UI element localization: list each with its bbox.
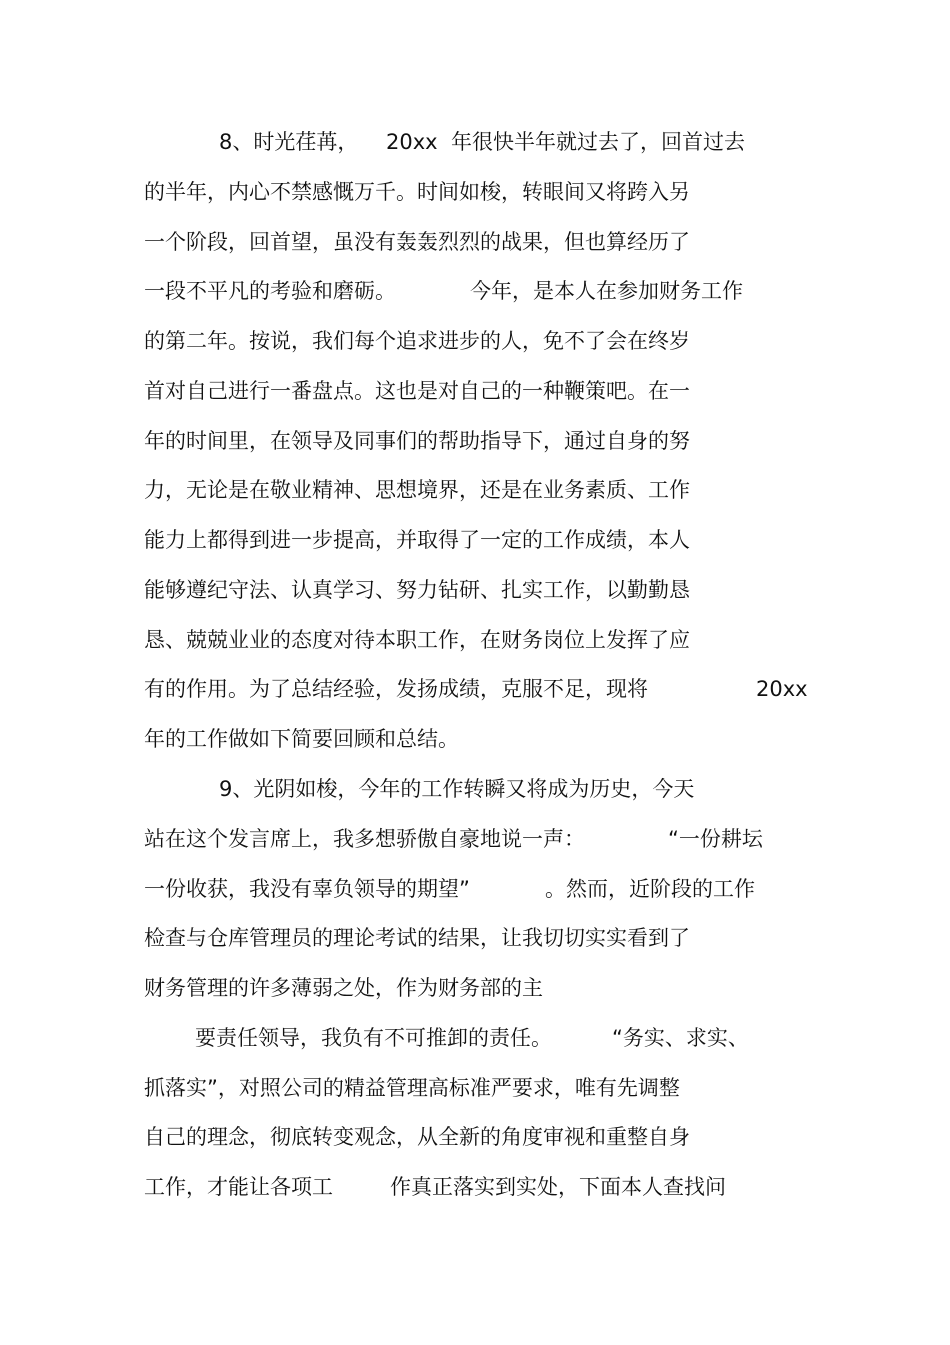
paragraph-8-line-6 — [0, 376, 690, 406]
paragraph-9-line-9-seg-2: 作真正落实到实处，下面本人查找问 — [390, 1175, 726, 1199]
paragraph-9-line-8 — [0, 1122, 690, 1152]
paragraph-9-line-1-text: 9、光阴如梭，今年的工作转瞬又将成为历史，今天 — [219, 777, 695, 801]
paragraph-9-line-1 — [0, 774, 695, 804]
paragraph-9-line-6-seg-1: 要责任领导，我负有不可推卸的责任。 — [195, 1026, 552, 1050]
paragraph-8-line-1-seg-3: 年很快半年就过去了，回首过去 — [451, 130, 745, 154]
paragraph-8-line-2 — [0, 177, 690, 207]
paragraph-9-line-7-text: 抓落实”，对照公司的精益管理高标准严要求，唯有先调整 — [144, 1076, 680, 1100]
paragraph-8-line-3 — [0, 227, 690, 257]
paragraph-8-line-11 — [0, 625, 690, 655]
paragraph-9-line-6-seg-2: “务实、求实、 — [612, 1026, 749, 1050]
paragraph-8-line-11-text: 恳、兢兢业业的态度对待本职工作，在财务岗位上发挥了应 — [144, 628, 690, 652]
paragraph-8-line-8-text: 力，无论是在敬业精神、思想境界，还是在业务素质、工作 — [144, 478, 690, 502]
paragraph-8-line-1-seg-2: 20xx — [386, 130, 438, 154]
paragraph-8-line-9-text: 能力上都得到进一步提高，并取得了一定的工作成绩，本人 — [144, 528, 690, 552]
paragraph-8-line-3-text: 一个阶段，回首望，虽没有轰轰烈烈的战果，但也算经历了 — [144, 230, 690, 254]
paragraph-9-line-4-text: 检查与仓库管理员的理论考试的结果，让我切切实实看到了 — [144, 926, 690, 950]
paragraph-8-line-13-text: 年的工作做如下简要回顾和总结。 — [144, 727, 459, 751]
paragraph-9-line-2 — [0, 824, 763, 854]
paragraph-8-line-7 — [0, 426, 690, 456]
paragraph-8-line-4-seg-1: 一段不平凡的考验和磨砺。 — [144, 279, 396, 303]
paragraph-8-line-2-text: 的半年，内心不禁感慨万千。时间如梭，转眼间又将跨入另 — [144, 180, 690, 204]
paragraph-9-line-4 — [0, 923, 690, 953]
paragraph-8-line-4-seg-2: 今年，是本人在参加财务工作 — [470, 279, 743, 303]
paragraph-8-line-12-seg-2: 20xx — [756, 677, 808, 701]
paragraph-8-line-5-text: 的第二年。按说，我们每个追求进步的人，免不了会在终岁 — [144, 329, 690, 353]
paragraph-9-line-9 — [0, 1172, 726, 1202]
paragraph-9-line-8-text: 自己的理念，彻底转变观念，从全新的角度审视和重整自身 — [144, 1125, 690, 1149]
paragraph-9-line-2-seg-2: “一份耕坛 — [668, 827, 763, 851]
paragraph-8-line-4 — [0, 276, 743, 306]
paragraph-9-line-3-seg-1: 一份收获，我没有辜负领导的期望” — [144, 877, 470, 901]
paragraph-9-line-5-text: 财务管理的许多薄弱之处，作为财务部的主 — [144, 976, 543, 1000]
paragraph-8-line-12 — [0, 674, 808, 704]
paragraph-9-line-7 — [0, 1073, 680, 1103]
paragraph-9-line-2-seg-1: 站在这个发言席上，我多想骄傲自豪地说一声： — [144, 827, 585, 851]
paragraph-9-line-3 — [0, 874, 755, 904]
paragraph-8-line-10 — [0, 575, 690, 605]
paragraph-9-line-5 — [0, 973, 543, 1003]
paragraph-8-line-9 — [0, 525, 690, 555]
paragraph-9-line-3-seg-2: 。然而，近阶段的工作 — [545, 877, 755, 901]
paragraph-9-line-9-seg-1: 工作，才能让各项工 — [144, 1175, 333, 1199]
paragraph-8-line-1-seg-1: 8、时光荏苒， — [219, 130, 359, 154]
paragraph-8-line-6-text: 首对自己进行一番盘点。这也是对自己的一种鞭策吧。在一 — [144, 379, 690, 403]
paragraph-8-line-1 — [0, 127, 745, 157]
paragraph-9-line-6 — [0, 1023, 749, 1053]
paragraph-8-line-10-text: 能够遵纪守法、认真学习、努力钻研、扎实工作，以勤勤恳 — [144, 578, 690, 602]
paragraph-8-line-13 — [0, 724, 459, 754]
paragraph-8-line-7-text: 年的时间里，在领导及同事们的帮助指导下，通过自身的努 — [144, 429, 690, 453]
paragraph-8-line-5 — [0, 326, 690, 356]
paragraph-8-line-8 — [0, 475, 690, 505]
paragraph-8-line-12-seg-1: 有的作用。为了总结经验，发扬成绩，克服不足，现将 — [144, 677, 648, 701]
